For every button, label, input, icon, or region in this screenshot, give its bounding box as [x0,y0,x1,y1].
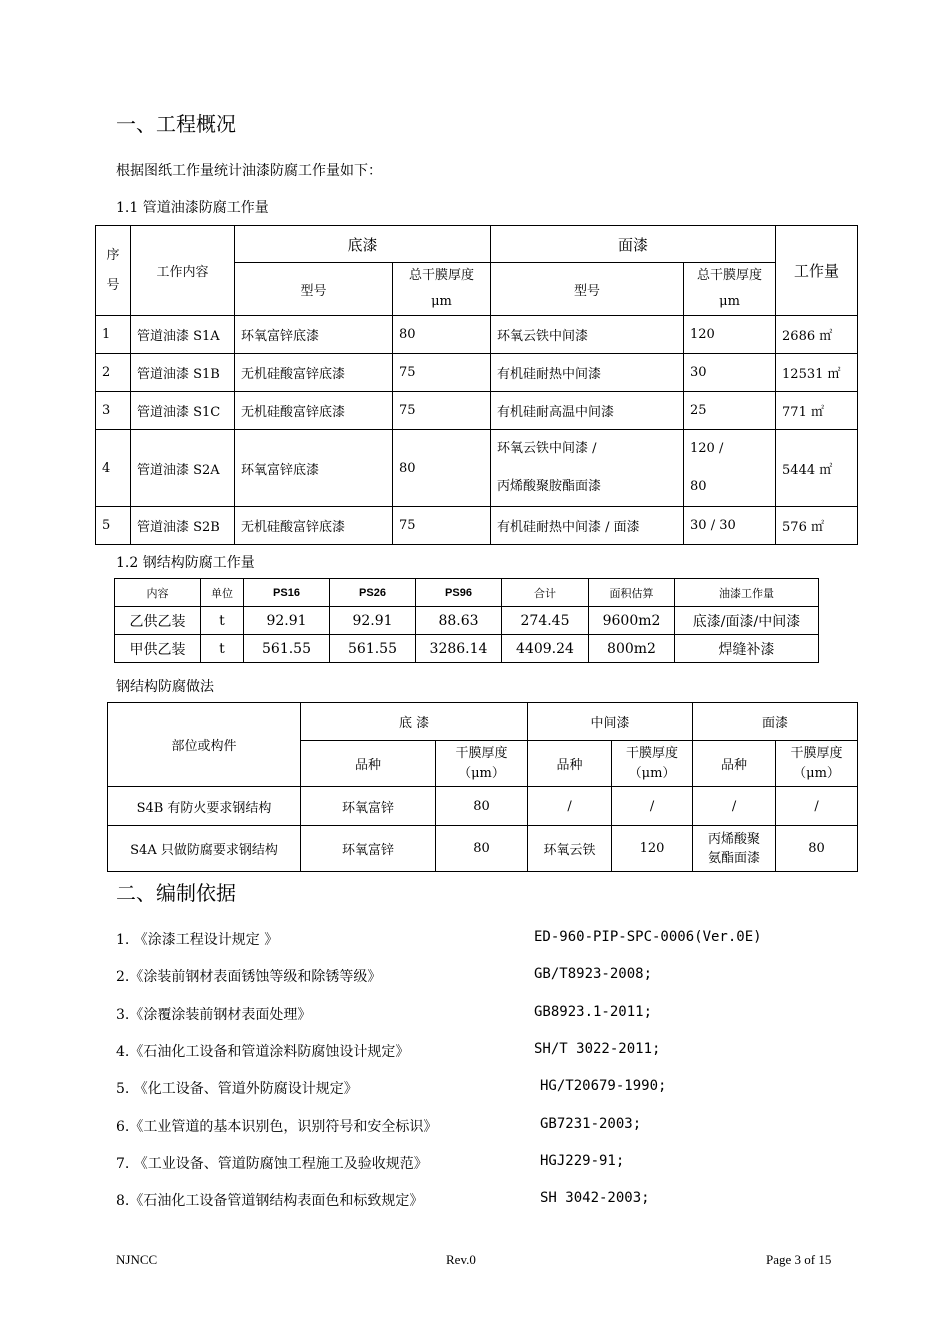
cell-content: 管道油漆 S2A [131,430,235,507]
cell-quantity: 771 ㎡ [776,392,858,430]
cell-primer-thickness: 80 [393,316,491,354]
cell-no: 3 [96,392,131,430]
cell: 乙供乙装 [115,607,201,635]
table-row [108,787,858,826]
cell-content: 管道油漆 S2B [131,507,235,545]
section1-intro: 根据图纸工作量统计油漆防腐工作量如下： [116,163,382,179]
cell: 561.55 [330,635,416,663]
cell-primer-thickness: 75 [393,354,491,392]
cell: 焊缝补漆 [675,635,819,663]
cell-primer-thickness: 80 [436,787,528,826]
table-row [115,607,819,635]
cell-top-model: 有机硅耐热中间漆 / 面漆 [491,507,684,545]
footer-page-number: Page 3 of 15 [766,1252,832,1267]
cell-mid-thickness: 120 [612,826,693,872]
cell: t [201,607,244,635]
reference-code: HGJ229-91; [540,1153,625,1169]
section1-title: 一、工程概况 [116,112,236,136]
cell: 甲供乙装 [115,635,201,663]
cell-content: 管道油漆 S1B [131,354,235,392]
cell-no: 1 [96,316,131,354]
header-no: 序 号 [96,226,131,316]
section2-title: 二、编制依据 [116,881,236,905]
cell-quantity: 5444 ㎡ [776,430,858,507]
reference-code: GB8923.1-2011; [534,1004,653,1020]
header-cell: 油漆工作量 [675,579,819,607]
reference-name: 8.《石油化工设备管道钢结构表面色和标致规定》 [116,1193,424,1209]
steel-structure-table [114,578,819,663]
cell-top-thickness: 80 [776,826,858,872]
reference-name: 3.《涂覆涂装前钢材表面处理》 [116,1007,312,1023]
reference-code: GB7231-2003; [540,1116,642,1132]
header-cell: PS96 [416,579,502,607]
cell-primer-kind: 环氧富锌 [301,787,436,826]
cell-part: S4B 有防火要求钢结构 [108,787,301,826]
cell-primer-thickness: 75 [393,392,491,430]
footer-company: NJNCC [116,1252,158,1267]
table-row [96,430,858,507]
cell-primer-kind: 环氧富锌 [301,826,436,872]
header-quantity: 工作量 [776,226,858,316]
cell-mid-kind: 环氧云铁 [528,826,612,872]
header-primer: 底 漆 [301,703,528,741]
cell-primer-model: 无机硅酸富锌底漆 [235,354,393,392]
steel-method-title: 钢结构防腐做法 [116,679,214,695]
cell-quantity: 12531 ㎡ [776,354,858,392]
steel-method-table [107,702,858,872]
header-top-model: 型号 [491,263,684,316]
reference-code: HG/T20679-1990; [540,1078,667,1094]
cell-no: 4 [96,430,131,507]
reference-code: SH 3042-2003; [540,1190,650,1206]
cell-top-thickness: 30 [684,354,776,392]
cell-top-kind: / [693,787,776,826]
pipe-paint-table [95,225,858,545]
table-row [96,354,858,392]
cell-content: 管道油漆 S1A [131,316,235,354]
header-primer-kind: 品种 [301,741,436,787]
cell-top-model: 有机硅耐热中间漆 [491,354,684,392]
cell-no: 5 [96,507,131,545]
cell: 92.91 [330,607,416,635]
header-content: 工作内容 [131,226,235,316]
table-row [96,316,858,354]
cell-primer-thickness: 75 [393,507,491,545]
header-topcoat: 面漆 [491,226,776,263]
header-part: 部位或构件 [108,703,301,787]
cell-top-model: 环氧云铁中间漆 [491,316,684,354]
reference-code: GB/T8923-2008; [534,966,653,982]
table-header-row [115,579,819,607]
header-cell: 合计 [502,579,589,607]
cell-primer-thickness: 80 [393,430,491,507]
cell-top-thickness: 120 [684,316,776,354]
cell-primer-model: 无机硅酸富锌底漆 [235,507,393,545]
cell: 88.63 [416,607,502,635]
header-cell: 内容 [115,579,201,607]
reference-name: 4.《石油化工设备和管道涂料防腐蚀设计规定》 [116,1044,410,1060]
header-top-thickness: 干膜厚度 （μm） [776,741,858,787]
cell: 3286.14 [416,635,502,663]
cell: t [201,635,244,663]
cell-part: S4A 只做防腐要求钢结构 [108,826,301,872]
header-primer-thickness: 干膜厚度 （μm） [436,741,528,787]
cell-top-thickness: / [776,787,858,826]
reference-name: 6.《工业管道的基本识别色，识别符号和安全标识》 [116,1119,438,1135]
cell-primer-model: 环氧富锌底漆 [235,430,393,507]
cell-top-thickness: 25 [684,392,776,430]
header-mid-kind: 品种 [528,741,612,787]
reference-name: 7. 《工业设备、管道防腐蚀工程施工及验收规范》 [116,1156,428,1172]
header-cell: PS26 [330,579,416,607]
cell-quantity: 576 ㎡ [776,507,858,545]
header-top-kind: 品种 [693,741,776,787]
cell-primer-model: 无机硅酸富锌底漆 [235,392,393,430]
header-mid-thickness: 干膜厚度 （μm） [612,741,693,787]
cell: 底漆/面漆/中间漆 [675,607,819,635]
cell-top-model: 有机硅耐高温中间漆 [491,392,684,430]
header-topcoat: 面漆 [693,703,858,741]
reference-code: SH/T 3022-2011; [534,1041,661,1057]
cell: 274.45 [502,607,589,635]
cell: 4409.24 [502,635,589,663]
cell-top-thickness: 30 / 30 [684,507,776,545]
reference-name: 5. 《化工设备、管道外防腐设计规定》 [116,1081,358,1097]
header-intermediate: 中间漆 [528,703,693,741]
footer-revision: Rev.0 [446,1252,476,1267]
reference-name: 1. 《涂漆工程设计规定 》 [116,932,279,948]
cell: 800m2 [589,635,675,663]
cell-primer-model: 环氧富锌底漆 [235,316,393,354]
header-cell: 面积估算 [589,579,675,607]
table-row [96,392,858,430]
cell-quantity: 2686 ㎡ [776,316,858,354]
header-top-thickness: 总干膜厚度 μm [684,263,776,316]
subsection-1-1-title: 1.1 管道油漆防腐工作量 [116,200,269,216]
cell-mid-kind: / [528,787,612,826]
header-primer-model: 型号 [235,263,393,316]
table-row [115,635,819,663]
cell: 92.91 [244,607,330,635]
cell-no: 2 [96,354,131,392]
cell: 9600m2 [589,607,675,635]
header-cell: PS16 [244,579,330,607]
cell-primer-thickness: 80 [436,826,528,872]
table-row [108,826,858,872]
reference-code: ED-960-PIP-SPC-0006(Ver.0E) [534,929,762,945]
cell-mid-thickness: / [612,787,693,826]
cell-top-model: 环氧云铁中间漆 / 丙烯酸聚胺酯面漆 [491,430,684,507]
cell-top-thickness: 120 / 80 [684,430,776,507]
table-row [96,507,858,545]
header-primer: 底漆 [235,226,491,263]
reference-name: 2.《涂装前钢材表面锈蚀等级和除锈等级》 [116,969,382,985]
subsection-1-2-title: 1.2 钢结构防腐工作量 [116,555,255,571]
header-primer-thickness: 总干膜厚度 μm [393,263,491,316]
cell-top-kind: 丙烯酸聚 氨酯面漆 [693,826,776,872]
cell: 561.55 [244,635,330,663]
cell-content: 管道油漆 S1C [131,392,235,430]
header-cell: 单位 [201,579,244,607]
